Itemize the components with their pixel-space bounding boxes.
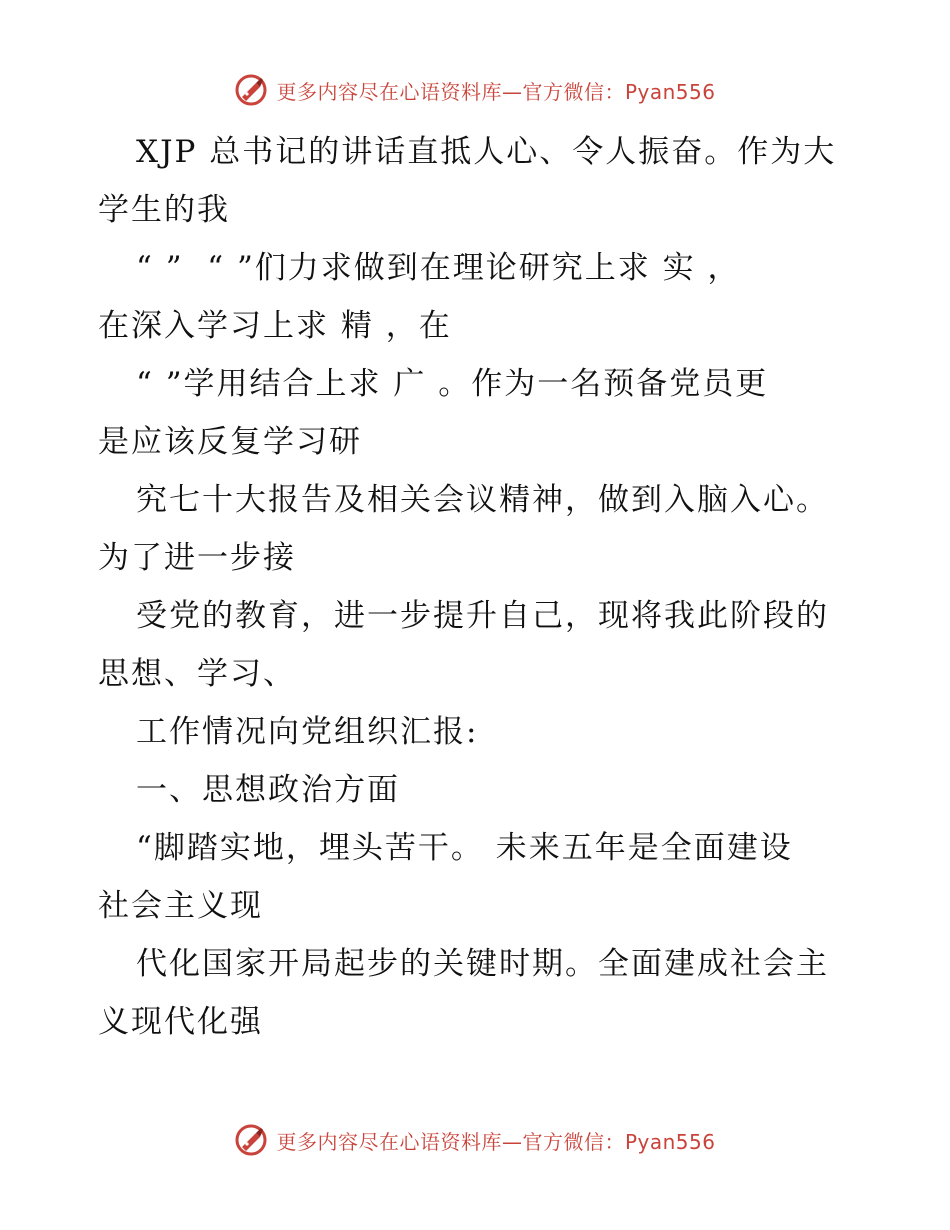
body-text-line: 代化国家开局起步的关键时期。全面建成社会主 — [136, 946, 829, 982]
header-watermark-banner — [0, 70, 950, 110]
pen-nib-logo-icon — [234, 73, 268, 107]
body-text-line: 为了进一步接 — [98, 540, 296, 576]
body-text-line: 义现代化强 — [98, 1004, 263, 1040]
body-text-line: “脚踏实地，埋头苦干。 未来五年是全面建设 — [136, 830, 793, 866]
footer-watermark-banner — [0, 1120, 950, 1160]
body-text-line: 思想、学习、 — [98, 656, 296, 692]
body-text-line: 工作情况向党组织汇报: — [136, 714, 479, 750]
footer-watermark-text: 更多内容尽在心语资料库—官方微信：Pyan556 — [276, 1129, 716, 1154]
body-text-line: 在深入学习上求 精 ，在 — [98, 308, 452, 344]
body-text-line: “ ” “ ”们力求做到在理论研究上求 实 ， — [136, 250, 741, 286]
body-text-line: “ ”学用结合上求 广 。作为一名预备党员更 — [136, 366, 769, 402]
body-text-line: 一、思想政治方面 — [136, 772, 400, 808]
body-text-line: XJP 总书记的讲话直抵人心、令人振奋。作为大 — [136, 134, 837, 170]
body-text-line: 是应该反复学习研 — [98, 424, 362, 460]
body-text-line: 学生的我 — [98, 192, 230, 228]
header-watermark-text: 更多内容尽在心语资料库—官方微信：Pyan556 — [276, 79, 716, 104]
document-body — [98, 123, 858, 1051]
body-text-line: 受党的教育，进一步提升自己，现将我此阶段的 — [136, 598, 829, 634]
pen-nib-logo-icon — [234, 1123, 268, 1157]
body-text-line: 究七十大报告及相关会议精神，做到入脑入心。 — [136, 482, 829, 518]
body-text-line: 社会主义现 — [98, 888, 263, 924]
